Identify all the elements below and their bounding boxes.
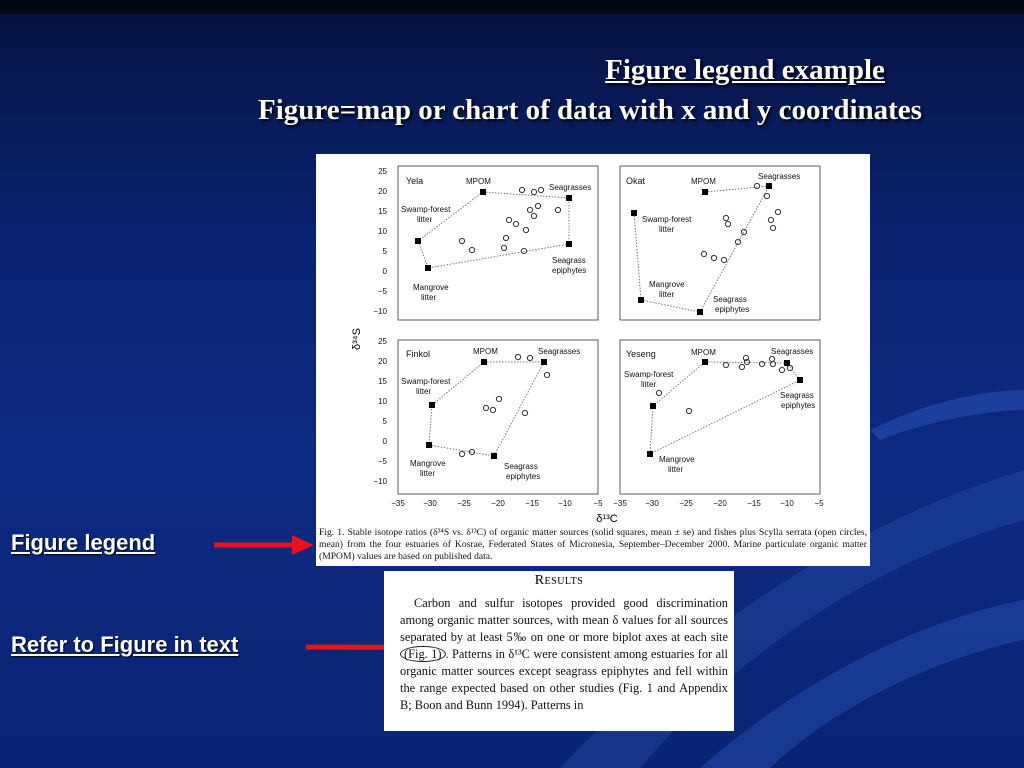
svg-text:−10: −10 [373,307,387,316]
x-axis-label: δ¹³C [596,513,618,524]
svg-text:Seagrasses: Seagrasses [549,183,592,192]
scatter-panels [316,154,870,524]
svg-text:epiphytes: epiphytes [781,401,816,410]
svg-text:epiphytes: epiphytes [552,266,587,275]
svg-text:5: 5 [382,247,387,256]
svg-text:Mangrove: Mangrove [413,283,449,292]
svg-text:Swamp-forest: Swamp-forest [401,205,451,214]
svg-text:Seagrass: Seagrass [780,391,814,400]
svg-text:−15: −15 [747,499,761,508]
svg-text:MPOM: MPOM [691,177,716,186]
svg-text:10: 10 [378,397,387,406]
svg-text:Mangrove: Mangrove [410,459,446,468]
figure-caption: Fig. 1. Stable isotope ratios (δ³⁴S vs. δ¹³C) of organic matter sources (solid squares, mean ± se) and fishes plus Scylla serrata (open circles, mean) from the four estuaries of Kosrae, Federated States of Micronesia, September–December 2000. Marine particulate organic matter (MPOM) values are based on published data. [319,527,867,563]
svg-text:Seagrasses: Seagrasses [771,347,814,356]
svg-text:Finkol: Finkol [406,349,431,359]
svg-text:epiphytes: epiphytes [715,305,750,314]
svg-text:Okat: Okat [626,176,646,186]
svg-text:−5: −5 [814,499,824,508]
results-heading: Results [534,573,584,588]
svg-text:25: 25 [378,167,387,176]
svg-text:0: 0 [382,437,387,446]
svg-text:20: 20 [378,357,387,366]
svg-text:−10: −10 [373,477,387,486]
svg-text:−35: −35 [391,499,405,508]
svg-text:25: 25 [378,337,387,346]
svg-text:MPOM: MPOM [473,347,498,356]
svg-text:Swamp-forest: Swamp-forest [401,377,451,386]
svg-text:−5: −5 [593,499,603,508]
panel-okat [626,172,800,315]
figure-legend-label: Figure legend [11,530,156,555]
svg-text:Swamp-forest: Swamp-forest [642,215,692,224]
svg-text:litter: litter [659,290,675,299]
svg-text:−35: −35 [613,499,627,508]
panel-yeseng [624,347,815,474]
results-paragraph [400,595,728,714]
svg-text:Swamp-forest: Swamp-forest [624,370,674,379]
slide-subtitle: Figure=map or chart of data with x and y coordinates [258,94,922,126]
svg-text:Mangrove: Mangrove [649,280,685,289]
figure-image [316,154,870,566]
slide-title: Figure legend example [605,54,885,86]
svg-text:litter: litter [421,293,437,302]
refer-to-figure-label: Refer to Figure in text [11,632,239,657]
svg-text:MPOM: MPOM [466,177,491,186]
svg-text:−20: −20 [491,499,505,508]
svg-text:−15: −15 [525,499,539,508]
svg-text:−25: −25 [679,499,693,508]
svg-text:−5: −5 [377,457,387,466]
svg-text:−5: −5 [377,287,387,296]
svg-text:Yeseng: Yeseng [626,349,656,359]
svg-text:Yela: Yela [406,176,424,186]
svg-text:−30: −30 [645,499,659,508]
svg-text:MPOM: MPOM [691,348,716,357]
svg-text:−10: −10 [558,499,572,508]
svg-text:Seagrasses: Seagrasses [538,347,581,356]
svg-text:0: 0 [382,267,387,276]
svg-text:litter: litter [420,469,436,478]
svg-text:litter: litter [668,465,684,474]
svg-text:5: 5 [382,417,387,426]
svg-text:15: 15 [378,207,387,216]
svg-text:10: 10 [378,227,387,236]
panel-finkol [401,347,580,481]
svg-text:Seagrass: Seagrass [552,256,586,265]
svg-text:litter: litter [659,225,675,234]
svg-text:Mangrove: Mangrove [659,455,695,464]
svg-text:−20: −20 [713,499,727,508]
svg-text:litter: litter [416,387,432,396]
svg-text:litter: litter [417,215,433,224]
svg-text:litter: litter [641,380,657,389]
svg-text:−30: −30 [423,499,437,508]
results-text-after: . Patterns in δ¹³C were consistent among estuaries for all organic matter sources except seagrass epiphytes and fell within the range expected based on other studies (Fig. 1 and Appendix B; Boon and Bunn 1994). Patterns in [400,647,728,712]
svg-text:Seagrass: Seagrass [504,462,538,471]
svg-text:−25: −25 [457,499,471,508]
panel-yela [401,176,591,302]
y-axis-label: δ³⁴S [351,328,363,350]
arrow-to-legend [214,535,314,555]
svg-text:Seagrass: Seagrass [713,295,747,304]
svg-text:15: 15 [378,377,387,386]
results-text-before: Carbon and sulfur isotopes provided good discrimination among organic matter sources, with mean δ values for all sources separated by at least 5‰ on one or more biplot axes at each site [400,596,728,644]
svg-text:−10: −10 [780,499,794,508]
svg-text:Seagrasses: Seagrasses [758,172,801,181]
svg-text:epiphytes: epiphytes [506,472,541,481]
svg-text:20: 20 [378,187,387,196]
results-excerpt [384,571,734,731]
fig-ref-circled: (Fig. 1) [400,646,446,662]
